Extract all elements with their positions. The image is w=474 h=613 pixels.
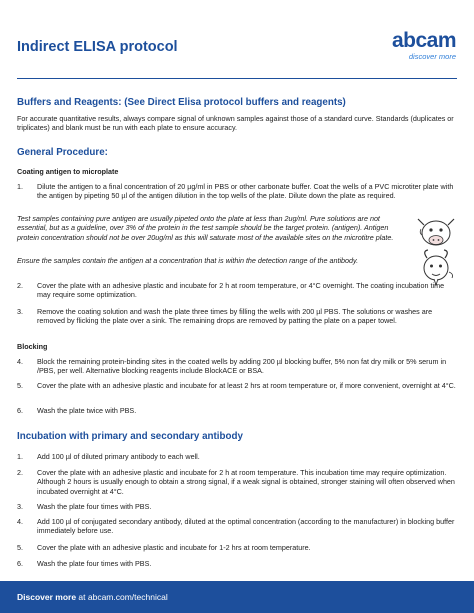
step-text: Wash the plate four times with PBS. (37, 559, 152, 568)
footer-url-text: at abcam.com/technical (76, 592, 168, 602)
step-text: Cover the plate with an adhesive plastic and incubate for 2 h at room temperature. This incubation time may require optimization. Although 2 hours is usually enough to obtain a strong signal, if a weak signal is obtained, stronger staining will often observed when incubated overnight at 4°C. (37, 468, 455, 496)
antigen-note: Test samples containing pure antigen are usually pipeted onto the plate at less than 2ug/ml. Pure solutions are not essential, but as a guideline, over 3% of the protein in the test sample should be the target protein. (antigen). Antigen protein concentration should not be over 20ug/ml as this will saturate most of the available sites on the microtitre plate. (17, 214, 394, 242)
step-text: Block the remaining protein-binding sites in the coated wells by adding 200 µl blocking buffer, 5% non fat dry milk or 5% serum in /PBS, per well. Alternative blocking reagents include BlockACE or BSA. (37, 357, 447, 376)
incubation-step-2 (17, 468, 457, 496)
incubation-step-3 (17, 502, 457, 511)
step-text: Remove the coating solution and wash the plate three times by filling the wells with 200 µl PBS. The solutions or washes are removed by flicking the plate over a sink. The remaining drops are removed by patting the plate on a paper towel. (37, 307, 433, 326)
general-procedure-heading: General Procedure: (17, 147, 108, 158)
step-text: Cover the plate with an adhesive plastic and incubate for at least 2 hrs at room temperature or, if more convenient, overnight at 4°C. (37, 381, 456, 390)
step-number: 4. (17, 517, 23, 526)
logo-tagline: discover more (408, 52, 456, 61)
step-number: 2. (17, 281, 23, 290)
coating-heading: Coating antigen to microplate (17, 167, 119, 176)
incubation-step-4 (17, 517, 457, 536)
footer-bar (0, 581, 474, 613)
step-number: 1. (17, 182, 23, 191)
buffers-heading: Buffers and Reagents: (See Direct Elisa protocol buffers and reagents) (17, 97, 346, 108)
step-text: Add 100 µl of diluted primary antibody to each well. (37, 452, 200, 461)
footer-link[interactable] (17, 592, 168, 602)
blocking-heading: Blocking (17, 342, 48, 351)
coating-step-2 (17, 281, 457, 300)
step-text: Cover the plate with an adhesive plastic and incubate for 1-2 hrs at room temperature. (37, 543, 311, 552)
blocking-step-5 (17, 381, 457, 390)
range-note: Ensure the samples contain the antigen at a concentration that is within the detection range of the antibody. (17, 256, 359, 265)
logo-wordmark: abcam (391, 29, 456, 52)
cow-icon (416, 213, 456, 251)
step-number: 2. (17, 468, 23, 477)
step-number: 5. (17, 381, 23, 390)
step-text: Wash the plate twice with PBS. (37, 406, 137, 415)
incubation-step-1 (17, 452, 457, 461)
step-text: Cover the plate with an adhesive plastic and incubate for 2 h at room temperature, or 4°C overnight. The coating incubation time may require some optimization. (37, 281, 445, 300)
page-title: Indirect ELISA protocol (17, 39, 178, 55)
blocking-step-6 (17, 406, 457, 415)
buffers-text: For accurate quantitative results, always compare signal of unknown samples against those of a standard curve. Standards (duplicates or triplicates) and blank must be run with each plate to ensure accuracy. (17, 114, 454, 133)
coating-step-1 (17, 182, 457, 201)
step-text: Dilute the antigen to a final concentration of 20 µg/ml in PBS or other carbonate buffer. Coat the wells of a PVC microtiter plate with the antigen by pipeting 50 µl of the antigen dilution in the top wells of the plate. Dilute down the plate as required. (37, 182, 454, 201)
incubation-step-6 (17, 559, 457, 568)
abcam-logo[interactable] (392, 30, 456, 61)
step-number: 6. (17, 406, 23, 415)
step-number: 3. (17, 307, 23, 316)
coating-step-3 (17, 307, 457, 326)
step-text: Add 100 µl of conjugated secondary antibody, diluted at the optimal concentration (according to the manufacturer) in blocking buffer immediately before use. (37, 517, 455, 536)
header-divider (17, 78, 457, 79)
step-number: 1. (17, 452, 23, 461)
incubation-step-5 (17, 543, 457, 552)
step-text: Wash the plate four times with PBS. (37, 502, 152, 511)
step-number: 5. (17, 543, 23, 552)
step-number: 3. (17, 502, 23, 511)
incubation-heading: Incubation with primary and secondary antibody (17, 431, 243, 442)
step-number: 6. (17, 559, 23, 568)
step-number: 4. (17, 357, 23, 366)
blocking-step-4 (17, 357, 457, 376)
footer-bold-text: Discover more (17, 592, 77, 602)
